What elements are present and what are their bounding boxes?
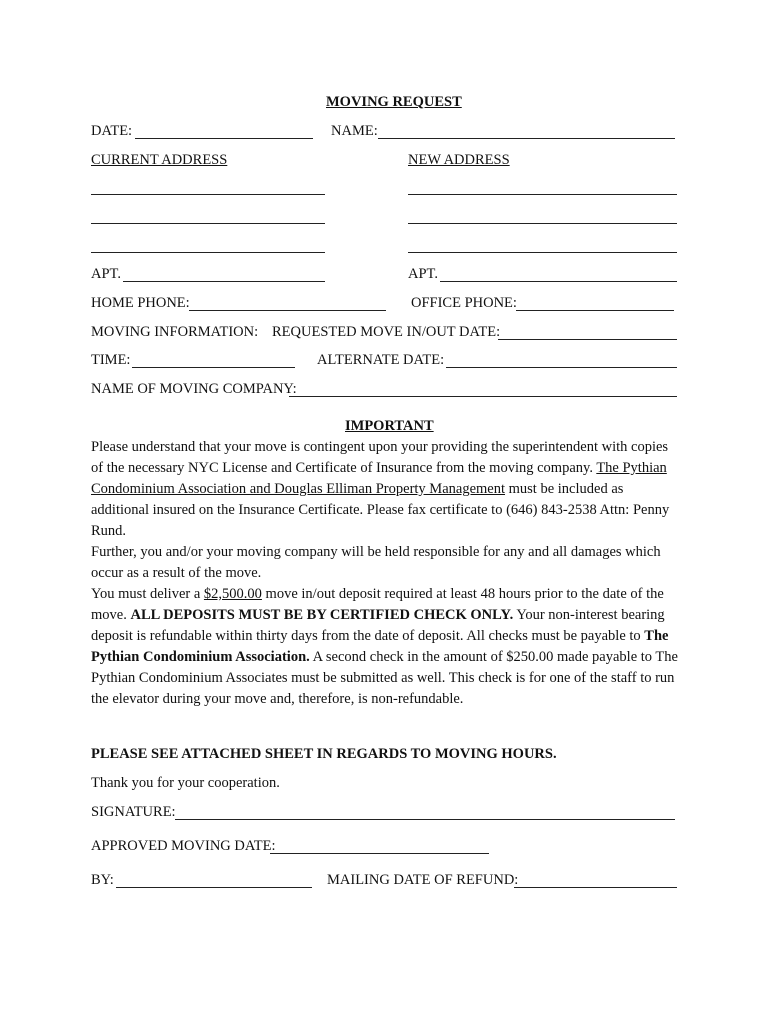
form-title: MOVING REQUEST	[326, 94, 462, 110]
approved-date-label: APPROVED MOVING DATE:	[91, 838, 276, 854]
signature-label: SIGNATURE:	[91, 804, 176, 820]
by-label: BY:	[91, 872, 114, 888]
moving-information-label: MOVING INFORMATION:	[91, 324, 259, 340]
moving-company-label: NAME OF MOVING COMPANY:	[91, 381, 297, 397]
alternate-date-field[interactable]	[446, 367, 677, 368]
new-address-line-1[interactable]	[408, 194, 677, 195]
new-address-line-2[interactable]	[408, 223, 677, 224]
p3-payee: The Pythian Condominium Association.	[91, 628, 669, 665]
important-paragraph-3	[91, 584, 683, 710]
home-phone-field[interactable]	[189, 310, 386, 311]
current-address-label: CURRENT ADDRESS	[91, 152, 228, 168]
new-address-line-3[interactable]	[408, 252, 677, 253]
mailing-date-label: MAILING DATE OF REFUND:	[327, 872, 519, 888]
date-field[interactable]	[135, 138, 313, 139]
signature-field[interactable]	[175, 819, 675, 820]
current-address-line-3[interactable]	[91, 252, 325, 253]
p3-deposit-amount: $2,500.00	[203, 586, 262, 602]
apt-label-new: APT.	[408, 266, 438, 282]
attached-sheet-notice: PLEASE SEE ATTACHED SHEET IN REGARDS TO MOVING HOURS.	[91, 746, 557, 762]
important-paragraph-2: Further, you and/or your moving company will be held responsible for any and all damages which occur as a result of the move.	[91, 544, 661, 581]
name-field[interactable]	[378, 138, 675, 139]
requested-date-field[interactable]	[498, 339, 677, 340]
moving-company-field[interactable]	[289, 396, 677, 397]
apt-field-current[interactable]	[123, 281, 325, 282]
p3-certified-check-notice: ALL DEPOSITS MUST BE BY CERTIFIED CHECK ONLY.	[130, 607, 514, 623]
p1-insured-parties: The Pythian Condominium Association and Douglas Elliman Property Management	[91, 460, 667, 497]
important-body	[91, 437, 683, 710]
apt-field-new[interactable]	[440, 281, 677, 282]
current-address-line-2[interactable]	[91, 223, 325, 224]
new-address-label: NEW ADDRESS	[408, 152, 510, 168]
p3-text-a: You must deliver a	[91, 586, 204, 602]
p3-text-d: A second check in the amount of $250.00 made payable to The Pythian Condominium Associates must be submitted as well. This check is for one of the staff to run the elevator during your move and, therefore, is non-refundable.	[91, 649, 678, 707]
time-field[interactable]	[132, 367, 295, 368]
name-label: NAME:	[331, 123, 378, 139]
p1-text-a: Please understand that your move is contingent upon your providing the superintendent with copies of the necessary NYC License and Certificate of Insurance from the moving company.	[91, 439, 669, 476]
time-label: TIME:	[91, 352, 131, 368]
approved-date-field[interactable]	[270, 853, 489, 854]
office-phone-field[interactable]	[516, 310, 674, 311]
alternate-date-label: ALTERNATE DATE:	[317, 352, 445, 368]
p3-text-c: Your non-interest bearing deposit is refundable within thirty days from the date of deposit. All checks must be payable to	[91, 607, 665, 644]
requested-date-label: REQUESTED MOVE IN/OUT DATE:	[272, 324, 501, 340]
important-heading: IMPORTANT	[345, 418, 434, 434]
current-address-line-1[interactable]	[91, 194, 325, 195]
mailing-date-field[interactable]	[514, 887, 677, 888]
by-field[interactable]	[116, 887, 312, 888]
office-phone-label: OFFICE PHONE:	[411, 295, 517, 311]
thank-you-text: Thank you for your cooperation.	[91, 775, 280, 791]
apt-label-current: APT.	[91, 266, 121, 282]
home-phone-label: HOME PHONE:	[91, 295, 190, 311]
important-paragraph-1	[91, 437, 683, 542]
p1-text-b: must be included as additional insured on the Insurance Certificate. Please fax certificate to (646) 843-2538 Attn: Penny Rund.	[91, 481, 670, 539]
p3-text-b: move in/out deposit required at least 48 hours prior to the date of the move.	[91, 586, 664, 623]
date-label: DATE:	[91, 123, 133, 139]
